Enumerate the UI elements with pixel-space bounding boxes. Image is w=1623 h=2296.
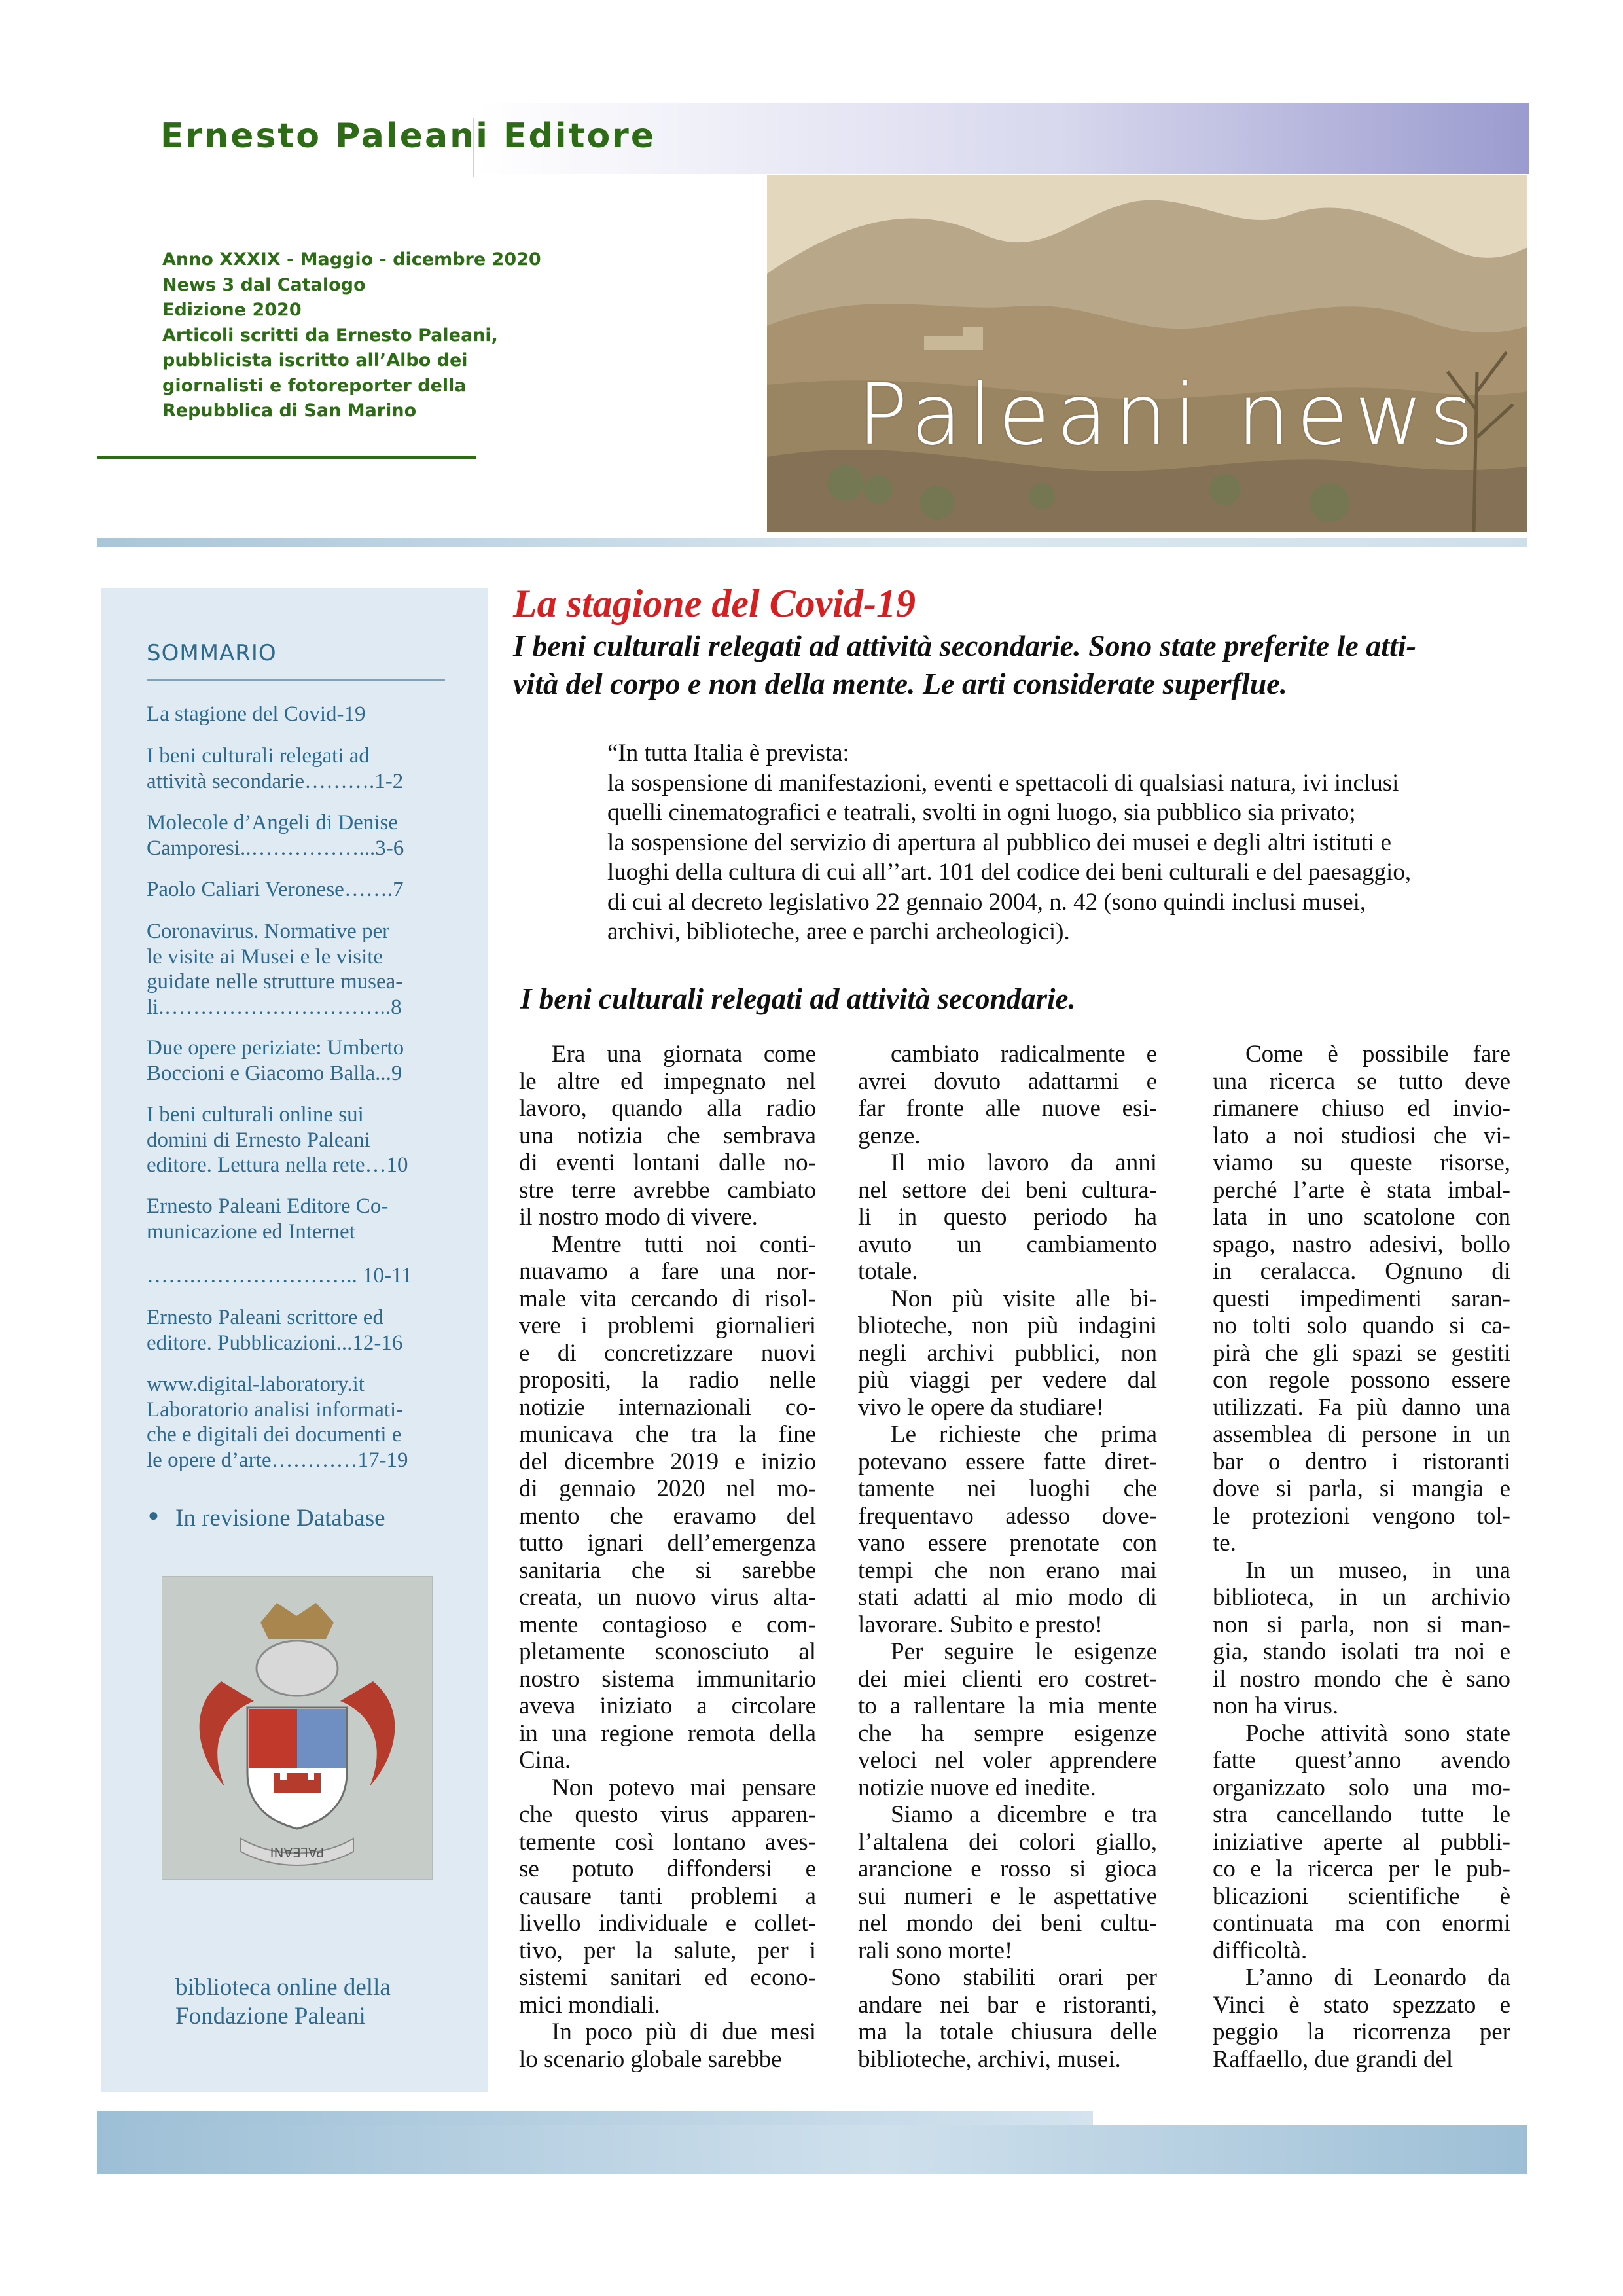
- column-line: spago, nastro adesivi, bollo: [1213, 1230, 1510, 1258]
- toc-line: Laboratorio analisi informati-: [147, 1397, 404, 1422]
- quote-line: archivi, biblioteche, aree e parchi archeologici).: [607, 918, 1070, 945]
- publisher-name: Ernesto Paleani Editore: [160, 117, 656, 156]
- column-line: L’anno di Leonardo da: [1245, 1964, 1510, 1991]
- toc-line: www.digital-laboratory.it: [147, 1372, 365, 1396]
- column-line: gia, stando isolati tra noi e: [1213, 1638, 1510, 1665]
- info-line: pubblicista iscritto all’Albo dei: [162, 350, 468, 370]
- masthead-title: Paleani news: [857, 367, 1480, 464]
- library-line: biblioteca online della: [175, 1974, 391, 2001]
- toc-item[interactable]: [147, 1102, 445, 1178]
- toc-line: Molecole d’Angeli di Denise: [147, 811, 398, 834]
- toc-item[interactable]: [147, 702, 445, 727]
- column-line: Non più visite alle bi-: [891, 1285, 1157, 1312]
- toc-item[interactable]: [147, 1035, 445, 1086]
- column-line: mici mondiali.: [519, 1991, 660, 2018]
- column-line: iniziative aperte al pubbli-: [1213, 1828, 1510, 1856]
- column-line: cambiato radicalmente e: [891, 1041, 1157, 1067]
- toc-line: le opere d’arte…………17-19: [147, 1448, 408, 1472]
- bullet-icon: ●: [148, 1505, 159, 1526]
- column-line: livello individuale e collet-: [519, 1910, 816, 1937]
- column-line: con regole possono essere: [1213, 1367, 1510, 1393]
- column-line: Sono stabiliti orari per: [891, 1964, 1157, 1991]
- column-line: Non potevo mai pensare: [552, 1774, 816, 1801]
- column-line: non ha virus.: [1213, 1693, 1339, 1719]
- column-line: vano essere prenotate con: [858, 1530, 1157, 1556]
- decree-quote: [607, 738, 1504, 947]
- quote-line: “In tutta Italia è prevista:: [607, 740, 849, 766]
- column-line: utilizzati. Fa più danno una: [1213, 1393, 1510, 1421]
- info-rule: [97, 456, 476, 459]
- subhead-line: vità del corpo e non della mente. Le arti considerate superflue.: [513, 667, 1288, 700]
- column-line: dove si parla, si mangia e: [1213, 1475, 1510, 1502]
- toc-line: Camporesi..……………...3-6: [147, 836, 404, 860]
- toc-item[interactable]: [147, 1372, 445, 1473]
- column-line: to a rallentare la mia mente: [858, 1693, 1157, 1719]
- info-line: Anno XXXIX - Maggio - dicembre 2020: [162, 249, 541, 270]
- column-line: organizzato solo una mo-: [1213, 1774, 1510, 1801]
- column-line: non si parla, non si man-: [1213, 1611, 1510, 1638]
- column-line: Siamo a dicembre e tra: [891, 1801, 1157, 1828]
- toc-line: I beni culturali online sui: [147, 1103, 364, 1126]
- section-title: I beni culturali relegati ad attività secondarie.: [520, 982, 1076, 1015]
- info-line: Edizione 2020: [162, 300, 302, 320]
- column-line: Mentre tutti noi conti-: [552, 1230, 816, 1258]
- column-line: sistemi sanitari ed econo-: [519, 1964, 816, 1991]
- sidebar-title-rule: [147, 679, 445, 681]
- column-line: sui numeri e le aspettative: [858, 1882, 1157, 1910]
- quote-line: la sospensione del servizio di apertura al pubblico dei musei e degli altri istituti e: [607, 829, 1392, 856]
- toc-line: domini di Ernesto Paleani: [147, 1128, 370, 1152]
- column-line: avuto un cambiamento: [858, 1230, 1157, 1258]
- toc-line: Coronavirus. Normative per: [147, 920, 390, 943]
- column-line: co e la ricerca per le pub-: [1213, 1856, 1510, 1882]
- column-line: pirà che gli spazi se gestiti: [1213, 1339, 1510, 1367]
- toc-line: le visite ai Musei e le visite: [147, 944, 383, 969]
- column-line: viamo su queste risorse,: [1213, 1149, 1510, 1176]
- column-line: veloci nel voler apprendere: [858, 1747, 1157, 1774]
- article-column-3: [1213, 1041, 1510, 2073]
- column-line: una notizia che sembrava: [519, 1122, 816, 1149]
- toc-line: La stagione del Covid-19: [147, 702, 366, 726]
- column-line: notizie internazionali co-: [519, 1393, 816, 1421]
- toc-item[interactable]: [147, 1305, 445, 1355]
- column-line: lata in uno scatolone con: [1213, 1204, 1510, 1230]
- column-line: nostro sistema immunitario: [519, 1665, 816, 1693]
- column-line: creata, un nuovo virus alta-: [519, 1584, 816, 1611]
- toc-line: Boccioni e Giacomo Balla...9: [147, 1061, 402, 1085]
- column-line: se potuto diffondersi e: [519, 1856, 816, 1882]
- column-line: nel settore dei beni cultura-: [858, 1176, 1157, 1204]
- edition-info: [162, 247, 568, 424]
- article-headline: La stagione del Covid-19: [513, 582, 916, 625]
- column-line: arancione e rosso si gioca: [858, 1856, 1157, 1882]
- column-line: vivo le opere da studiare!: [858, 1393, 1105, 1421]
- library-line: Fondazione Paleani: [175, 2003, 366, 2030]
- toc-line: editore. Pubblicazioni...12-16: [147, 1331, 403, 1355]
- column-line: lavoro, quando alla radio: [519, 1095, 816, 1122]
- quote-line: luoghi della cultura di cui all’’art. 101 del codice dei beni culturali e del paesaggio,: [607, 859, 1412, 886]
- column-line: il nostro mondo che è sano: [1213, 1665, 1510, 1693]
- column-line: temente così lontano aves-: [519, 1828, 816, 1856]
- column-line: stra cancellando tutte le: [1213, 1801, 1510, 1828]
- column-line: nel mondo dei beni cultu-: [858, 1910, 1157, 1937]
- sidebar-title: SOMMARIO: [147, 640, 277, 666]
- column-line: di gennaio 2020 nel mo-: [519, 1475, 816, 1502]
- toc-line: Ernesto Paleani scrittore ed: [147, 1306, 383, 1329]
- column-line: in una regione remota della: [519, 1719, 816, 1747]
- column-line: dei miei clienti ero costret-: [858, 1665, 1157, 1693]
- column-line: assemblea di persone in un: [1213, 1421, 1510, 1448]
- column-line: che questo virus apparen-: [519, 1801, 816, 1828]
- toc-line: attività secondarie……….1-2: [147, 769, 404, 793]
- column-line: blicazioni scientifiche è: [1213, 1882, 1510, 1910]
- column-line: tivo, per la salute, per i: [519, 1937, 816, 1964]
- toc-line: editore. Lettura nella rete…10: [147, 1153, 408, 1177]
- column-line: negli archivi pubblici, non: [858, 1339, 1157, 1367]
- info-line: giornalisti e fotoreporter della: [162, 375, 467, 396]
- top-rule: [97, 538, 1527, 547]
- column-line: rimanere chiuso ed invio-: [1213, 1095, 1510, 1122]
- column-line: mento che eravamo del: [519, 1502, 816, 1530]
- column-line: In poco più di due mesi: [552, 2018, 816, 2045]
- column-line: sanitaria che si sarebbe: [519, 1556, 816, 1584]
- column-line: male vita cercando di risol-: [519, 1285, 816, 1312]
- column-line: le altre ed impegnato nel: [519, 1067, 816, 1095]
- column-line: e di concretizzare nuovi: [519, 1339, 816, 1367]
- column-line: lavorare. Subito e presto!: [858, 1611, 1103, 1638]
- toc-item[interactable]: [147, 919, 445, 1020]
- column-line: di eventi lontani dalle no-: [519, 1149, 816, 1176]
- footer-band: [97, 2125, 1527, 2174]
- column-line: Cina.: [519, 1747, 571, 1774]
- column-line: avrei dovuto adattarmi e: [858, 1067, 1157, 1095]
- coat-label: PALEANI: [270, 1844, 325, 1860]
- column-line: del dicembre 2019 e inizio: [519, 1448, 816, 1475]
- subhead-line: I beni culturali relegati ad attività secondarie. Sono state preferite le atti-: [513, 629, 1416, 662]
- column-line: In un museo, in una: [1245, 1556, 1510, 1584]
- column-line: che ha sempre esigenze: [858, 1719, 1157, 1747]
- column-line: pletamente sconosciuto al: [519, 1638, 816, 1665]
- info-line: News 3 dal Catalogo: [162, 274, 366, 295]
- toc-line: I beni culturali relegati ad: [147, 744, 370, 768]
- column-line: bar o dentro i ristoranti: [1213, 1448, 1510, 1475]
- toc-line: li.…………………………..8: [147, 995, 402, 1019]
- column-line: questi impedimenti saran-: [1213, 1285, 1510, 1312]
- column-line: in ceralacca. Ognuno di: [1213, 1258, 1510, 1285]
- column-line: perché l’arte è stata imbal-: [1213, 1176, 1510, 1204]
- column-line: il nostro modo di vivere.: [519, 1204, 758, 1230]
- column-line: te.: [1213, 1530, 1236, 1556]
- column-line: causare tanti problemi a: [519, 1882, 816, 1910]
- column-line: biblioteche, archivi, musei.: [858, 2045, 1121, 2073]
- column-line: municava che tra la fine: [519, 1421, 816, 1448]
- column-line: lo scenario globale sarebbe: [519, 2045, 782, 2073]
- column-line: totale.: [858, 1258, 918, 1285]
- toc-item[interactable]: [147, 744, 445, 794]
- column-line: ma la totale chiusura delle: [858, 2018, 1157, 2045]
- toc-item[interactable]: [147, 1194, 445, 1244]
- toc-line: guidate nelle strutture musea-: [147, 970, 403, 994]
- column-line: stati adatti al mio modo di: [858, 1584, 1157, 1611]
- article-column-2: [858, 1041, 1157, 2073]
- article-subhead: [513, 627, 1514, 703]
- column-line: no tolti solo quando si ca-: [1213, 1312, 1510, 1339]
- column-line: rali sono morte!: [858, 1937, 1013, 1964]
- column-line: una ricerca se tutto deve: [1213, 1067, 1510, 1095]
- column-line: l’altalena dei colori giallo,: [858, 1828, 1157, 1856]
- library-caption: [175, 1973, 463, 2031]
- column-line: le protezioni vengono tol-: [1213, 1502, 1510, 1530]
- column-line: notizie nuove ed inedite.: [858, 1774, 1096, 1801]
- toc-item[interactable]: [147, 1263, 445, 1289]
- toc-line: Due opere periziate: Umberto: [147, 1036, 404, 1060]
- column-line: vere i problemi giornalieri: [519, 1312, 816, 1339]
- column-line: potevano essere fatte diret-: [858, 1448, 1157, 1475]
- toc-item[interactable]: [147, 877, 445, 903]
- info-line: Articoli scritti da Ernesto Paleani,: [162, 325, 498, 346]
- column-line: continuata ma con enormi: [1213, 1910, 1510, 1937]
- landscape-engraving-image: [767, 175, 1527, 532]
- column-line: Poche attività sono state: [1245, 1719, 1510, 1747]
- column-line: fatte quest’anno avendo: [1213, 1747, 1510, 1774]
- toc-line: Ernesto Paleani Editore Co-: [147, 1194, 389, 1218]
- coat-of-arms-image: [162, 1576, 433, 1880]
- column-line: Il mio lavoro da anni: [891, 1149, 1157, 1176]
- column-line: aveva iniziato a circolare: [519, 1693, 816, 1719]
- column-line: più viaggi per vedere dal: [858, 1367, 1157, 1393]
- column-line: blioteche, non più indagini: [858, 1312, 1157, 1339]
- column-line: far fronte alle nuove esi-: [858, 1095, 1157, 1122]
- toc-line: municazione ed Internet: [147, 1219, 355, 1244]
- column-line: propositi, la radio nelle: [519, 1367, 816, 1393]
- column-line: mente contagioso e com-: [519, 1611, 816, 1638]
- quote-line: quelli cinematografici e teatrali, svolti in ogni luogo, sia pubblico sia privato;: [607, 799, 1356, 826]
- column-line: Raffaello, due grandi del: [1213, 2045, 1454, 2073]
- column-line: Le richieste che prima: [891, 1421, 1157, 1448]
- column-line: frequentavo adesso dove-: [858, 1502, 1157, 1530]
- column-line: nuavamo a fare una nor-: [519, 1258, 816, 1285]
- article-column-1: [519, 1041, 816, 2073]
- toc-line: …….………………….. 10-11: [147, 1264, 412, 1287]
- column-line: Come è possibile fare: [1245, 1041, 1510, 1067]
- quote-line: la sospensione di manifestazioni, eventi e spettacoli di qualsiasi natura, ivi inclusi: [607, 769, 1399, 797]
- column-line: tamente nei luoghi che: [858, 1475, 1157, 1502]
- column-line: difficoltà.: [1213, 1937, 1308, 1964]
- toc-item-database[interactable]: In revisione Database: [175, 1505, 385, 1532]
- column-line: Era una giornata come: [552, 1041, 816, 1067]
- quote-line: di cui al decreto legislativo 22 gennaio 2004, n. 42 (sono quindi inclusi musei,: [607, 888, 1366, 916]
- column-line: li in questo periodo ha: [858, 1204, 1157, 1230]
- info-line: Repubblica di San Marino: [162, 401, 417, 421]
- column-line: lato a noi studiosi che vi-: [1213, 1122, 1510, 1149]
- column-line: biblioteca, in un archivio: [1213, 1584, 1510, 1611]
- column-line: stre terre avrebbe cambiato: [519, 1176, 816, 1204]
- column-line: Vinci è stato spezzato e: [1213, 1991, 1510, 2018]
- column-line: andare nei bar e ristoranti,: [858, 1991, 1157, 2018]
- column-line: Per seguire le esigenze: [891, 1638, 1157, 1665]
- column-line: genze.: [858, 1122, 921, 1149]
- toc-line: che e digitali dei documenti e: [147, 1423, 402, 1446]
- column-line: tutto ignari dell’emergenza: [519, 1530, 816, 1556]
- footer-rule-top: [97, 2111, 1093, 2125]
- toc-line: Paolo Caliari Veronese…….7: [147, 878, 404, 901]
- toc-item[interactable]: [147, 810, 445, 861]
- column-line: tempi che non erano mai: [858, 1556, 1157, 1584]
- column-line: peggio la ricorrenza per: [1213, 2018, 1510, 2045]
